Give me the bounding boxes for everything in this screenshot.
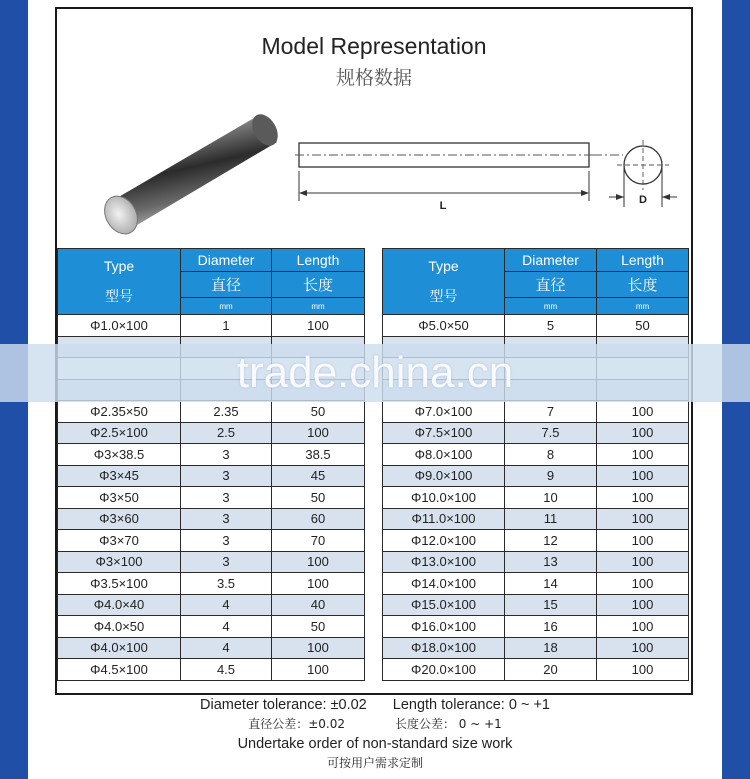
length-cell: 100 (597, 637, 689, 659)
length-cell: 100 (272, 315, 365, 337)
tolerance-line-cn (0, 715, 750, 732)
table-row (383, 422, 689, 444)
length-header-en: Length (597, 249, 689, 272)
table-row (383, 637, 689, 659)
length-cell: 50 (272, 401, 365, 423)
type-cell: Φ3.5×100 (58, 573, 181, 595)
length-cell: 100 (597, 508, 689, 530)
length-cell: 100 (597, 422, 689, 444)
diameter-cell: 12 (505, 530, 597, 552)
type-cell: Φ16.0×100 (383, 616, 505, 638)
length-cell: 45 (272, 465, 365, 487)
diameter-cell: 3 (181, 487, 272, 509)
diameter-cell: 4.5 (181, 659, 272, 681)
diameter-cell: 3.5 (181, 573, 272, 595)
table-row (58, 594, 365, 616)
type-cell: Φ3×60 (58, 508, 181, 530)
tolerance-line-en (0, 697, 750, 713)
length-cell: 40 (272, 594, 365, 616)
length-cell: 100 (597, 594, 689, 616)
table-row (58, 487, 365, 509)
length-header-cn: 长度 (272, 272, 365, 298)
diameter-cell: 4 (181, 594, 272, 616)
type-cell: Φ4.0×100 (58, 637, 181, 659)
table-row (383, 315, 689, 337)
diameter-cell: 3 (181, 508, 272, 530)
table-row (383, 487, 689, 509)
type-cell: Φ4.0×50 (58, 616, 181, 638)
type-header (383, 249, 505, 315)
type-header-en: Type (103, 257, 135, 274)
table-row (383, 659, 689, 681)
type-cell: Φ4.0×40 (58, 594, 181, 616)
table-row (383, 530, 689, 552)
type-cell: Φ4.5×100 (58, 659, 181, 681)
diameter-unit: mm (181, 298, 272, 315)
table-row (58, 573, 365, 595)
type-cell: Φ11.0×100 (383, 508, 505, 530)
length-cell: 100 (272, 573, 365, 595)
table-row (383, 594, 689, 616)
length-label: L (439, 200, 447, 212)
type-cell: Φ3×50 (58, 487, 181, 509)
diameter-cell: 7.5 (505, 422, 597, 444)
table-row (383, 465, 689, 487)
diameter-cell: 16 (505, 616, 597, 638)
type-header-cn: 型号 (105, 288, 133, 305)
spec-table-left (57, 248, 365, 681)
type-cell: Φ7.5×100 (383, 422, 505, 444)
type-cell: Φ14.0×100 (383, 573, 505, 595)
length-cell: 100 (597, 530, 689, 552)
length-cell: 50 (597, 315, 689, 337)
table-row (58, 508, 365, 530)
diameter-cell: 1 (181, 315, 272, 337)
length-cell: 50 (272, 616, 365, 638)
spec-table-right (382, 248, 689, 681)
table-row (58, 315, 365, 337)
length-cell: 100 (597, 659, 689, 681)
diameter-cell: 4 (181, 637, 272, 659)
type-cell: Φ15.0×100 (383, 594, 505, 616)
length-cell: 100 (597, 487, 689, 509)
type-cell: Φ3×70 (58, 530, 181, 552)
table-row (383, 573, 689, 595)
diameter-header-en: Diameter (505, 249, 597, 272)
table-row (58, 401, 365, 423)
length-tolerance-cn: 长度公差： 0 ~ +1 (394, 717, 502, 731)
length-tolerance-en: Length tolerance: 0 ~ +1 (392, 697, 550, 713)
length-cell: 100 (597, 551, 689, 573)
type-cell: Φ9.0×100 (383, 465, 505, 487)
diameter-cell: 3 (181, 465, 272, 487)
table-row (58, 465, 365, 487)
length-cell: 50 (272, 487, 365, 509)
length-cell: 60 (272, 508, 365, 530)
diameter-cell: 2.35 (181, 401, 272, 423)
length-cell: 38.5 (272, 444, 365, 466)
diameter-cell: 18 (505, 637, 597, 659)
diameter-cell: 7 (505, 401, 597, 423)
type-cell: Φ3×38.5 (58, 444, 181, 466)
type-cell: Φ10.0×100 (383, 487, 505, 509)
length-cell: 100 (597, 573, 689, 595)
length-cell: 100 (272, 551, 365, 573)
type-cell: Φ7.0×100 (383, 401, 505, 423)
diameter-header-cn: 直径 (181, 272, 272, 298)
carbide-rod-illustration (102, 110, 282, 240)
diameter-cell: 20 (505, 659, 597, 681)
length-cell: 70 (272, 530, 365, 552)
diameter-cell: 5 (505, 315, 597, 337)
type-cell: Φ18.0×100 (383, 637, 505, 659)
length-header-cn: 长度 (597, 272, 689, 298)
diameter-cell: 9 (505, 465, 597, 487)
diameter-cell: 2.5 (181, 422, 272, 444)
diameter-label: D (639, 194, 647, 206)
diameter-unit: mm (505, 298, 597, 315)
page-title: Model Representation (261, 33, 487, 59)
table-row (383, 401, 689, 423)
length-cell: 100 (272, 659, 365, 681)
length-cell: 100 (272, 422, 365, 444)
type-header (58, 249, 181, 315)
length-cell: 100 (597, 401, 689, 423)
type-cell: Φ8.0×100 (383, 444, 505, 466)
length-cell: 100 (597, 465, 689, 487)
diameter-tolerance-en: Diameter tolerance: ±0.02 (200, 697, 367, 713)
table-row (383, 551, 689, 573)
type-cell: Φ20.0×100 (383, 659, 505, 681)
type-cell: Φ1.0×100 (58, 315, 181, 337)
diameter-cell: 10 (505, 487, 597, 509)
diameter-cell: 3 (181, 444, 272, 466)
type-header-en: Type (428, 257, 459, 274)
diameter-cell: 11 (505, 508, 597, 530)
page-subtitle: 规格数据 (335, 67, 412, 89)
diameter-cell: 15 (505, 594, 597, 616)
length-cell: 100 (272, 637, 365, 659)
diameter-header-cn: 直径 (505, 272, 597, 298)
custom-order-cn: 可按用户需求定制 (326, 756, 423, 770)
type-cell: Φ2.5×100 (58, 422, 181, 444)
watermark-text: trade.china.cn (236, 348, 514, 397)
type-cell: Φ3×45 (58, 465, 181, 487)
table-row (58, 637, 365, 659)
diameter-cell: 3 (181, 551, 272, 573)
length-header-en: Length (272, 249, 365, 272)
diameter-cell: 14 (505, 573, 597, 595)
type-cell: Φ2.35×50 (58, 401, 181, 423)
dimension-drawing (293, 135, 693, 220)
diameter-cell: 4 (181, 616, 272, 638)
table-row (58, 659, 365, 681)
length-unit: mm (272, 298, 365, 315)
type-cell: Φ12.0×100 (383, 530, 505, 552)
type-header-cn: 型号 (429, 288, 458, 305)
table-row (58, 422, 365, 444)
table-row (383, 444, 689, 466)
table-row (383, 616, 689, 638)
diameter-cell: 13 (505, 551, 597, 573)
table-row (58, 530, 365, 552)
table-row (383, 508, 689, 530)
type-cell: Φ3×100 (58, 551, 181, 573)
table-row (58, 444, 365, 466)
length-unit: mm (597, 298, 689, 315)
table-row (58, 616, 365, 638)
length-cell: 100 (597, 616, 689, 638)
type-cell: Φ13.0×100 (383, 551, 505, 573)
table-row (58, 551, 365, 573)
diameter-cell: 8 (505, 444, 597, 466)
diameter-header-en: Diameter (181, 249, 272, 272)
diameter-cell: 3 (181, 530, 272, 552)
diameter-tolerance-cn: 直径公差：±0.02 (248, 717, 345, 731)
type-cell: Φ5.0×50 (383, 315, 505, 337)
custom-order-en: Undertake order of non-standard size work (237, 736, 513, 752)
length-cell: 100 (597, 444, 689, 466)
